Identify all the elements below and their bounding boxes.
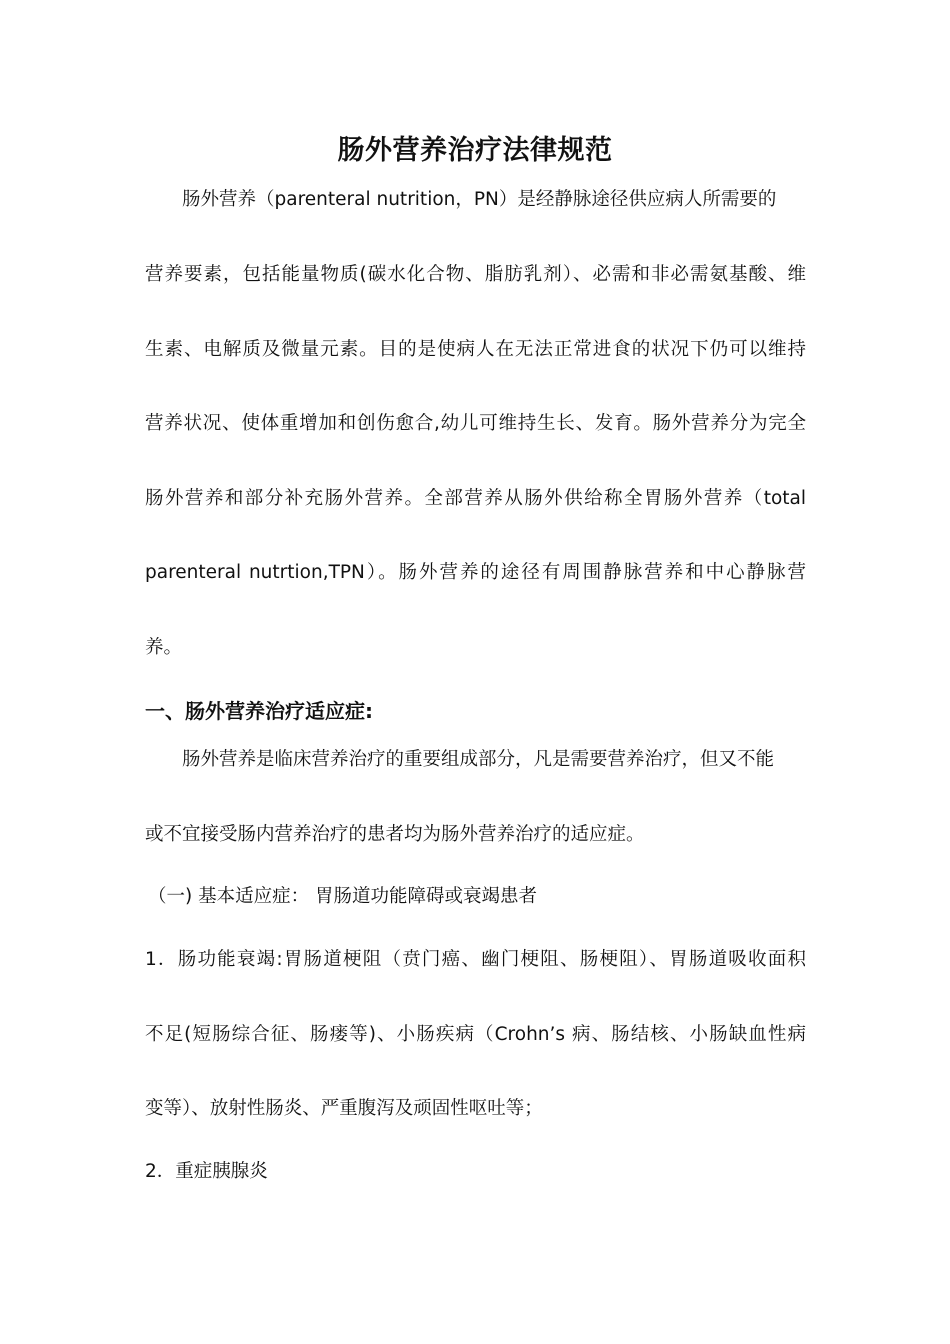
intro-line-6: parenteral nutrtion,TPN）。肠外营养的途径有周围静脉营养和中心静脉营 xyxy=(145,562,806,583)
document-title: 肠外营养治疗法律规范 xyxy=(337,135,613,166)
item1-line-1: 1．肠功能衰竭:胃肠道梗阻（贲门癌、幽门梗阻、肠梗阻）、胃肠道吸收面积 xyxy=(145,949,806,970)
intro-line-3: 生素、电解质及微量元素。目的是使病人在无法正常进食的状况下仍可以维持 xyxy=(145,339,806,360)
section-heading-indications: 一、肠外营养治疗适应症: xyxy=(145,699,373,723)
intro-line-1: 肠外营养（parenteral nutrition，PN）是经静脉途径供应病人所需要的 xyxy=(182,189,777,210)
item2-line: 2．重症胰腺炎 xyxy=(145,1161,268,1182)
intro-line-5: 肠外营养和部分补充肠外营养。全部营养从肠外供给称全胃肠外营养（total xyxy=(145,488,806,509)
item1-line-2: 不足(短肠综合征、肠瘘等)、小肠疾病（Crohn’s 病、肠结核、小肠缺血性病 xyxy=(145,1024,806,1045)
section1-para-line-2: 或不宜接受肠内营养治疗的患者均为肠外营养治疗的适应症。 xyxy=(145,824,645,845)
section1-para-line-1: 肠外营养是临床营养治疗的重要组成部分，凡是需要营养治疗，但又不能 xyxy=(182,749,775,770)
intro-line-7: 养。 xyxy=(145,637,183,658)
basic-indications-subheading: （一) 基本适应症： 胃肠道功能障碍或衰竭患者 xyxy=(148,886,537,907)
intro-line-4: 营养状况、使体重增加和创伤愈合,幼儿可维持生长、发育。肠外营养分为完全 xyxy=(145,413,806,434)
item1-line-3: 变等）、放射性肠炎、严重腹泻及顽固性呕吐等； xyxy=(145,1098,543,1119)
intro-line-2: 营养要素，包括能量物质(碳水化合物、脂肪乳剂）、必需和非必需氨基酸、维 xyxy=(145,264,806,285)
